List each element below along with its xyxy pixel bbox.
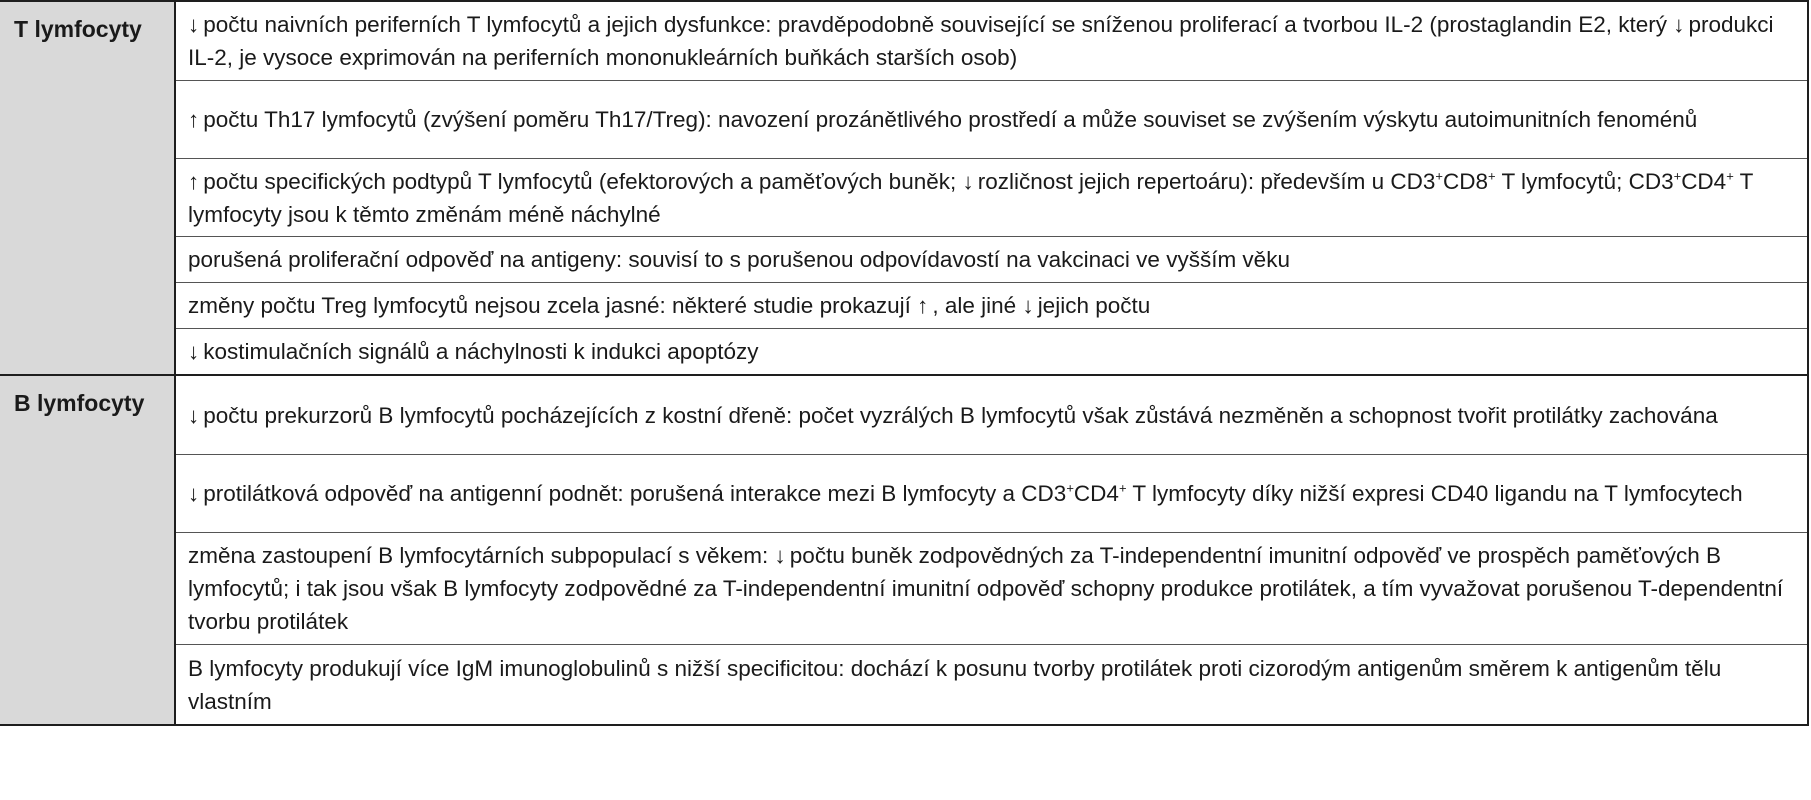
arrow-up-icon: ↑ bbox=[188, 107, 200, 132]
table-row bbox=[176, 454, 1807, 532]
row-text bbox=[188, 289, 1793, 322]
arrow-down-icon: ↓ bbox=[188, 339, 200, 364]
row-text bbox=[188, 477, 1793, 510]
text-segment: kostimulačních signálů a náchylnosti k indukci apoptózy bbox=[203, 339, 759, 364]
superscript: + bbox=[1066, 480, 1074, 496]
table-row bbox=[176, 80, 1807, 158]
group-b-lymphocytes bbox=[0, 374, 1807, 724]
text-segment: T lymfocyty díky nižší expresi CD40 ligandu na T lymfocytech bbox=[1126, 481, 1743, 506]
text-segment: počtu Th17 lymfocytů (zvýšení poměru Th17/Treg): navození prozánětlivého prostředí a může souviset se zvýšením výskytu autoimunitních fenoménů bbox=[203, 107, 1698, 132]
text-segment: počtu specifických podtypů T lymfocytů (efektorových a paměťových buněk; bbox=[203, 168, 963, 194]
row-text bbox=[188, 165, 1793, 231]
text-segment: B lymfocyty produkují více IgM imunoglobulinů s nižší specificitou: dochází k posunu tvorby protilátek proti cizorodým antigenům směrem k antigenům tělu vlastním bbox=[188, 655, 1722, 714]
arrow-up-icon: ↑ bbox=[917, 293, 929, 318]
group-rows bbox=[176, 2, 1807, 374]
group-heading: B lymfocyty bbox=[0, 376, 176, 724]
text-segment: porušená proliferační odpověď na antigeny: souvisí to s porušenou odpovídavostí na vakcinaci ve vyšším věku bbox=[188, 247, 1290, 272]
superscript: + bbox=[1118, 480, 1127, 496]
text-segment: jejich počtu bbox=[1037, 293, 1151, 318]
superscript: + bbox=[1488, 168, 1496, 183]
table-row bbox=[176, 532, 1807, 644]
row-text bbox=[188, 243, 1793, 276]
group-heading: T lymfocyty bbox=[0, 2, 176, 374]
arrow-down-icon: ↓ bbox=[962, 168, 974, 194]
arrow-down-icon: ↓ bbox=[1673, 12, 1685, 37]
table-row bbox=[176, 644, 1807, 724]
table-row bbox=[176, 376, 1807, 454]
text-segment: T lymfocyty jsou k těmto změnám méně náchylné bbox=[188, 168, 1753, 227]
table-row bbox=[176, 282, 1807, 328]
row-text bbox=[188, 8, 1793, 74]
superscript: + bbox=[1726, 168, 1734, 183]
text-segment: CD4 bbox=[1681, 168, 1727, 194]
arrow-down-icon: ↓ bbox=[1022, 293, 1034, 318]
arrow-down-icon: ↓ bbox=[188, 402, 200, 428]
table-row bbox=[176, 236, 1807, 282]
text-segment: počtu buněk zodpovědných za T-independentní imunitní odpověď ve prospěch paměťových B lymfocytů; i tak jsou však B lymfocyty zodpovědné za T-independentní imunitní odpověď schopny produkce protilátek, a tím vyvažovat porušenou T-dependentní tvorbu protilátek bbox=[188, 543, 1784, 634]
text-segment: , ale jiné bbox=[932, 293, 1023, 318]
text-segment: protilátková odpověď na antigenní podnět: porušená interakce mezi B lymfocyty a CD3 bbox=[203, 481, 1067, 506]
text-segment: CD4 bbox=[1073, 481, 1119, 506]
text-segment: T lymfocytů; CD3 bbox=[1495, 168, 1674, 194]
row-text bbox=[188, 652, 1793, 718]
text-segment: změny počtu Treg lymfocytů nejsou zcela jasné: některé studie prokazují bbox=[188, 293, 918, 318]
row-text bbox=[188, 335, 1793, 368]
table-row bbox=[176, 158, 1807, 236]
text-segment: počtu prekurzorů B lymfocytů pocházejících z kostní dřeně: počet vyzrálých B lymfocytů však zůstává nezměněn a schopnost tvořit protilátky zachována bbox=[203, 402, 1718, 428]
arrow-down-icon: ↓ bbox=[774, 543, 786, 568]
table-row bbox=[176, 2, 1807, 80]
text-segment: počtu naivních periferních T lymfocytů a jejich dysfunkce: pravděpodobně související se sníženou proliferací a tvorbou IL-2 (prostaglandin E2, který bbox=[203, 12, 1674, 37]
row-text bbox=[188, 539, 1793, 638]
text-segment: rozličnost jejich repertoáru): především u CD3 bbox=[977, 168, 1436, 194]
arrow-up-icon: ↑ bbox=[188, 168, 200, 194]
row-text bbox=[188, 103, 1793, 136]
row-text bbox=[188, 399, 1793, 432]
text-segment: CD8 bbox=[1443, 168, 1489, 194]
group-rows bbox=[176, 376, 1807, 724]
superscript: + bbox=[1673, 168, 1682, 183]
superscript: + bbox=[1435, 168, 1444, 183]
text-segment: změna zastoupení B lymfocytárních subpopulací s věkem: bbox=[188, 543, 775, 568]
table-row bbox=[176, 328, 1807, 374]
arrow-down-icon: ↓ bbox=[188, 481, 200, 506]
text-segment: produkci IL-2, je vysoce exprimován na periferních mononukleárních buňkách starších osob) bbox=[188, 12, 1774, 70]
arrow-down-icon: ↓ bbox=[188, 12, 200, 37]
group-t-lymphocytes bbox=[0, 2, 1807, 374]
